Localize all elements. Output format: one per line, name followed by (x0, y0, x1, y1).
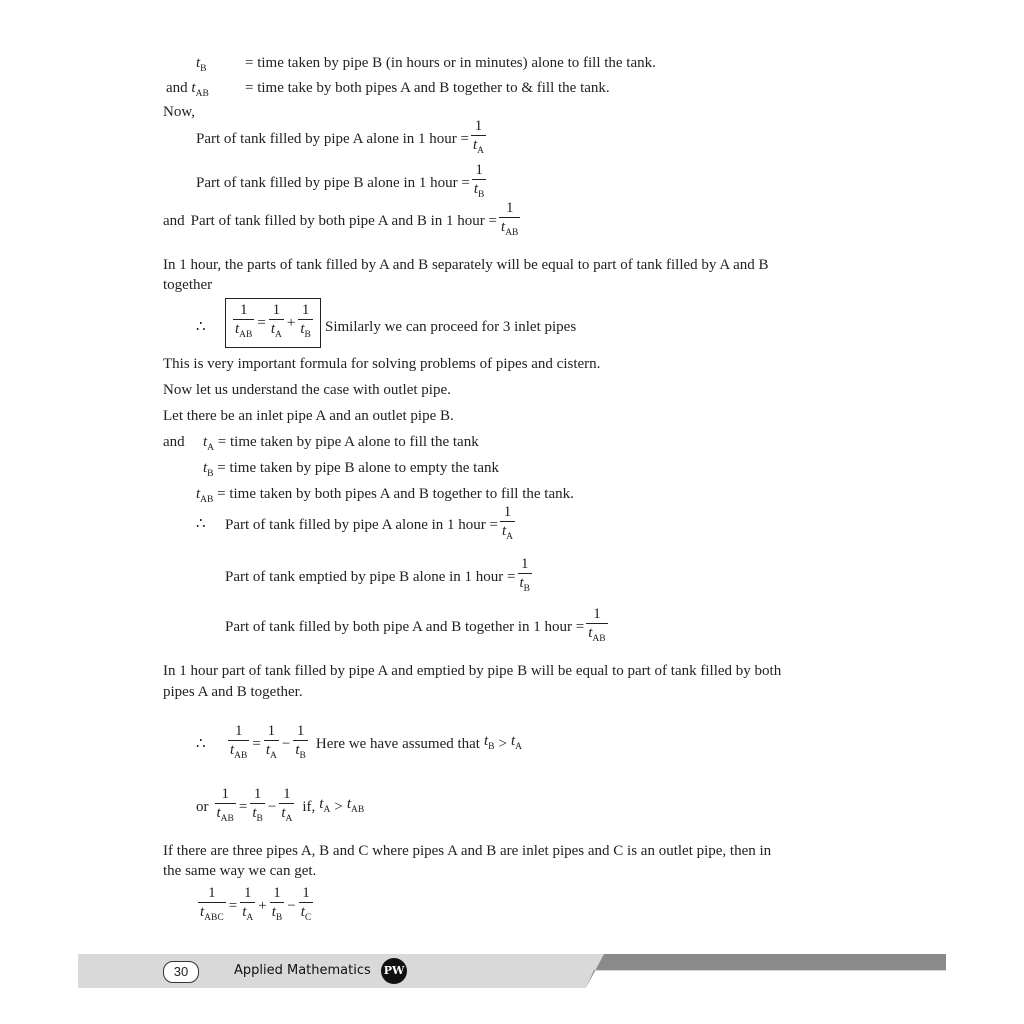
fraction: $\frac{1}{t_A}$ (500, 505, 515, 545)
footer-accent-cut (586, 971, 946, 988)
def2-tb: $t_B$ = time taken by pipe B alone to empty the tank (203, 460, 499, 479)
let-there: Let there be an inlet pipe A and an outlet pipe B. (163, 408, 454, 424)
fraction: $\frac{1}{t_B}$ (472, 163, 487, 203)
paragraph-1-line1: In 1 hour, the parts of tank filled by A and B separately will be equal to part of tank filled by A and B (163, 257, 769, 273)
or-formula: or $\frac{1}{t_{AB}}$ = $\frac{1}{t_B}$ − $\frac{1}{t_A}$ if, $t_A$ > $t_{AB}$ (196, 787, 364, 827)
paragraph-3-line1: If there are three pipes A, B and C where pipes A and B are inlet pipes and C is an outlet pipe, then in (163, 843, 772, 859)
similarly-text: Similarly we can proceed for 3 inlet pipes (325, 319, 577, 335)
def-tb: $t_B$ (196, 55, 207, 74)
def2-ta: $t_A$ = time taken by pipe A alone to fill the tank (203, 434, 479, 453)
paragraph-2-line2: pipes A and B together. (163, 684, 303, 700)
and-label: and (163, 434, 185, 450)
fraction: $\frac{1}{t_A}$ (471, 119, 486, 159)
def-tb-text: = time taken by pipe B (in hours or in minutes) alone to fill the tank. (245, 55, 656, 71)
therefore-symbol-3: ∴ (196, 736, 206, 752)
now-label: Now, (163, 104, 195, 120)
def2-tab: $t_{AB}$ = time taken by both pipes A and B together to fill the tank. (196, 486, 574, 505)
paragraph-3-line2: the same way we can get. (163, 863, 317, 879)
part2-b-hour: Part of tank emptied by pipe B alone in 1 hour = $\frac{1}{t_B}$ (225, 557, 534, 597)
paragraph-2-line1: In 1 hour part of tank filled by pipe A and emptied by pipe B will be equal to part of tank filled by both (163, 663, 782, 679)
paragraph-1-line2: together (163, 277, 213, 293)
part1-b-hour: Part of tank filled by pipe B alone in 1 hour = $\frac{1}{t_B}$ (196, 163, 488, 203)
part2-a-hour: Part of tank filled by pipe A alone in 1 hour = $\frac{1}{t_A}$ (225, 505, 517, 545)
fraction: $\frac{1}{t_{AB}}$ (499, 201, 520, 241)
fraction: $\frac{1}{t_{AB}}$ (586, 607, 607, 647)
part1-a-hour: Part of tank filled by pipe A alone in 1 hour = $\frac{1}{t_A}$ (196, 119, 488, 159)
part1-ab-hour: and Part of tank filled by both pipe A and B in 1 hour = $\frac{1}{t_{AB}}$ (163, 201, 522, 241)
def-tab-text: = time take by both pipes A and B together to & fill the tank. (245, 80, 610, 96)
subtraction-formula: $\frac{1}{t_{AB}}$ = $\frac{1}{t_A}$ − $\frac{1}{t_B}$ Here we have assumed that $t_B$ > $t_A$ (226, 724, 522, 764)
outlet-intro: Now let us understand the case with outlet pipe. (163, 382, 451, 398)
boxed-formula: $\frac{1}{t_{AB}}$ = $\frac{1}{t_A}$ + $\frac{1}{t_B}$ (228, 301, 318, 345)
book-title: Applied Mathematics (234, 963, 371, 978)
part2-ab-hour: Part of tank filled by both pipe A and B together in 1 hour = $\frac{1}{t_{AB}}$ (225, 607, 610, 647)
page-number: 30 (163, 961, 199, 983)
def-tab: and $t_{AB}$ (166, 80, 209, 99)
pw-logo-icon: PW (381, 958, 407, 984)
fraction: $\frac{1}{t_B}$ (518, 557, 533, 597)
important-text: This is very important formula for solving problems of pipes and cistern. (163, 356, 601, 372)
therefore-symbol: ∴ (196, 319, 206, 335)
therefore-symbol-2: ∴ (196, 516, 206, 532)
three-pipe-formula: $\frac{1}{t_{ABC}}$ = $\frac{1}{t_A}$ + $\frac{1}{t_B}$ − $\frac{1}{t_C}$ (196, 886, 315, 926)
var-t: t (196, 55, 201, 71)
